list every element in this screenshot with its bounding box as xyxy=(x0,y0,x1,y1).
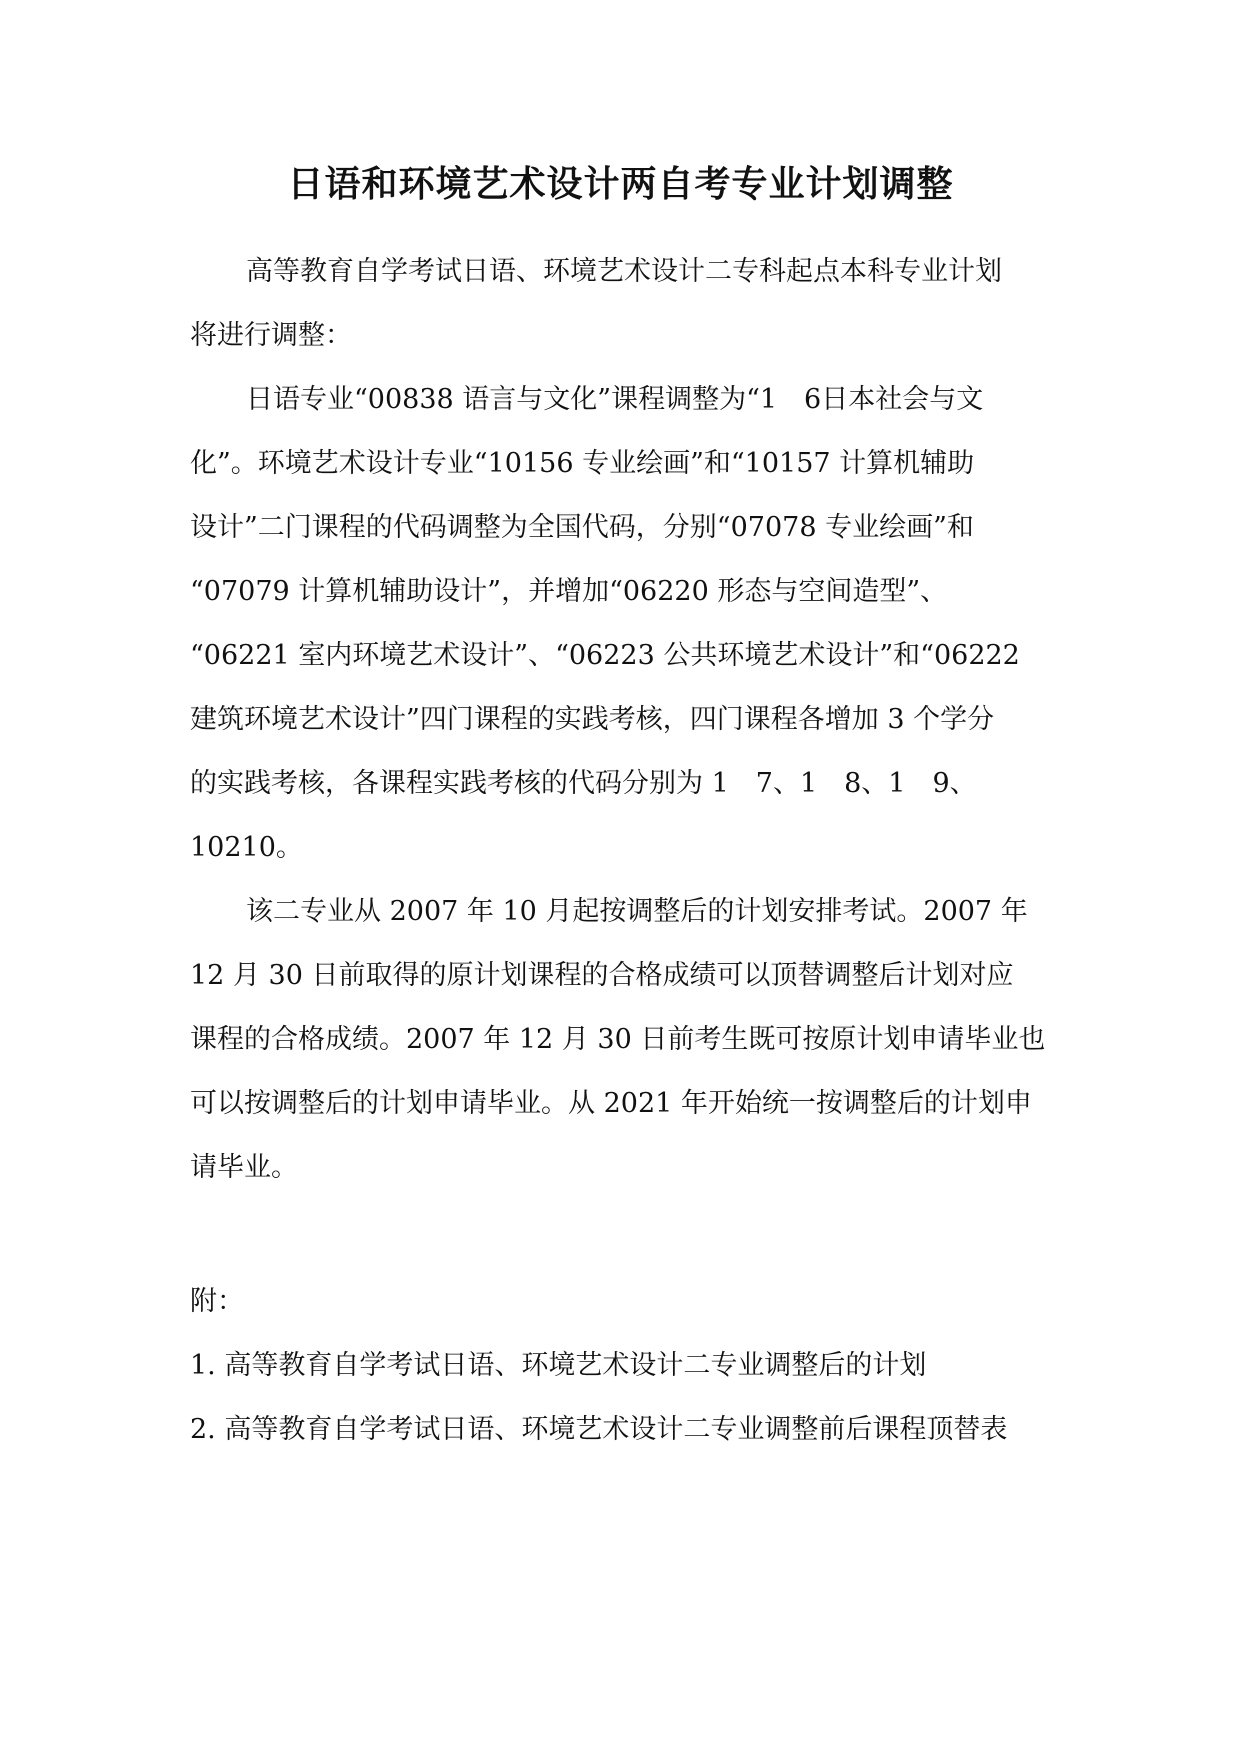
text-line: 该二专业从 2007 年 10 月起按调整后的计划安排考试。2007 年 xyxy=(246,896,1028,927)
text-line: 高等教育自学考试日语、环境艺术设计二专科起点本科专业计划 xyxy=(246,256,1002,287)
attachments-label: 附： xyxy=(190,1286,244,1317)
text-line: 设计”二门课程的代码调整为全国代码，分别“07078 专业绘画”和 xyxy=(190,512,974,543)
attachment-item: 2. 高等教育自学考试日语、环境艺术设计二专业调整前后课程顶替表 xyxy=(190,1414,1008,1445)
attachments-section xyxy=(190,1270,1060,1462)
text-line: 的实践考核，各课程实践考核的代码分别为 1 7、1 8、1 9、 xyxy=(190,768,977,799)
text-line: 可以按调整后的计划申请毕业。从 2021 年开始统一按调整后的计划申 xyxy=(190,1088,1032,1119)
text-line: 将进行调整： xyxy=(190,320,352,351)
text-line: 日语专业“00838 语言与文化”课程调整为“1 6日本社会与文 xyxy=(246,384,984,415)
document-title: 日语和环境艺术设计两自考专业计划调整 xyxy=(287,163,954,205)
paragraph-schedule xyxy=(190,880,1060,1200)
text-line: 建筑环境艺术设计”四门课程的实践考核，四门课程各增加 3 个学分 xyxy=(190,704,995,735)
paragraph-intro xyxy=(190,240,1060,368)
text-line: 化”。环境艺术设计专业“10156 专业绘画”和“10157 计算机辅助 xyxy=(190,448,975,479)
text-line: 12 月 30 日前取得的原计划课程的合格成绩可以顶替调整后计划对应 xyxy=(190,960,1014,991)
attachment-item: 1. 高等教育自学考试日语、环境艺术设计二专业调整后的计划 xyxy=(190,1350,927,1381)
text-line: “06221 室内环境艺术设计”、“06223 公共环境艺术设计”和“06222 xyxy=(190,640,1020,671)
paragraph-course-changes xyxy=(190,368,1060,880)
text-line: 课程的合格成绩。2007 年 12 月 30 日前考生既可按原计划申请毕业也 xyxy=(190,1024,1046,1055)
text-line: 10210。 xyxy=(190,832,303,863)
text-line: 请毕业。 xyxy=(190,1152,298,1183)
text-line: “07079 计算机辅助设计”，并增加“06220 形态与空间造型”、 xyxy=(190,576,948,607)
